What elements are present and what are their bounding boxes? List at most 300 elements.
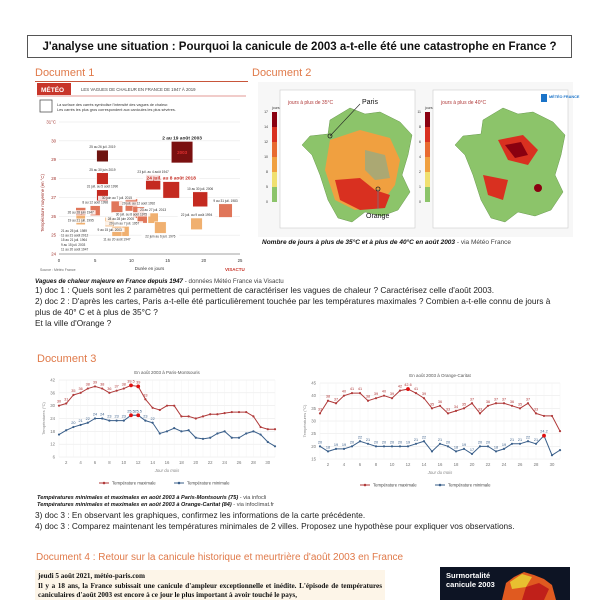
data-point [129,383,133,387]
data-point [188,415,190,417]
data-point [375,397,377,399]
data-point [431,407,433,409]
data-label: 39 [373,392,379,397]
data-point [535,443,537,445]
question-2: 2) doc 2 : D'après les cartes, Paris a-t-elle été particulièrement touchée par les températures maximales ? Combien a-t-elle connu de jours à plus de 40° C et à plus de 35°C ? [35,296,551,317]
data-point [559,449,561,451]
data-label: 41 [413,387,419,392]
heatwave-label: 2 au 19 août 2003 [162,136,202,142]
y-tick-label: 29 [51,157,56,163]
chart-title: En août 2003 à Orange-Caritat [409,373,471,378]
data-label: 25.5 [134,409,142,414]
data-label: 33 [143,393,148,398]
data-label: 39 [421,392,427,397]
data-point [180,430,182,432]
data-point [152,407,154,409]
data-point [180,415,182,417]
data-point [559,430,561,432]
legend-tick: 0 [266,200,268,204]
legend-tick: 5 [266,185,268,189]
data-label: 19 [341,442,347,447]
x-tick-label: 0 [57,258,61,263]
data-label: 21 [533,437,539,442]
question-2-orange: Et la ville d'Orange ? [35,318,112,328]
doc2-maps-panel [258,82,580,237]
data-label: 20 [373,440,379,445]
data-label: 38 [100,382,105,387]
x-tick-label: 6 [93,460,97,465]
x-tick-label: 24 [222,460,227,465]
data-point [503,402,505,404]
data-point [471,402,473,404]
heatwave-square [191,218,203,230]
data-point [260,426,262,428]
legend-swatch [272,157,277,172]
data-point [511,405,513,407]
heatwave-small-label: 21 au 25 juil. 1989 [61,229,88,233]
data-label: 18 [453,445,459,450]
data-point [375,445,377,447]
data-point [123,420,125,422]
data-point [94,417,96,419]
meteo-france-logo-mark [541,94,547,102]
legend-tick: 2 [419,170,421,174]
heatwave-label: 11 au 20 août 1947 [103,237,131,242]
data-label: 39 [92,380,98,385]
x-tick-label: 26 [517,462,523,467]
data-label: 35 [461,402,467,407]
data-label: 33 [533,407,539,412]
data-label: 20 [349,440,355,445]
x-tick-label: 20 [201,258,207,263]
doc3-caption-paris-title: Températures minimales et maximales en août 2003 à Paris-Montsouris (75) [37,495,239,501]
data-point [224,412,226,414]
heatwave-label: 25 au 26 juil. 2019 [89,145,116,150]
data-point [136,385,140,389]
data-point [439,405,441,407]
data-label: 39 [136,380,141,385]
heatwave-label: 8 au 12 août 1998 [82,200,109,205]
legend-label: Température minimale [448,482,491,488]
doc1-label: Document 1 [35,67,95,79]
x-tick-label: 10 [121,460,127,465]
legend-swatch [272,127,277,142]
heatwave-label: 10 au 30 juil. 2006 [187,186,214,191]
data-label: 22 [357,435,363,440]
doc1-heading: LES VAGUES DE CHALEUR EN FRANCE DE 1947 À 2019 [81,87,196,92]
data-point [343,395,345,397]
data-label: 36 [485,399,491,404]
data-label: 19 [333,442,339,447]
data-point [72,394,74,396]
data-label: 33 [477,407,483,412]
data-point [58,433,60,435]
question-1: 1) doc 1 : Quels sont les 2 paramètres qui permettent de caractériser les vagues de chaleur ? Caractérisez celle d'août 2003. [35,285,495,295]
x-tick-label: 16 [437,462,443,467]
doc3-caption-paris-source: - via infocli [238,495,267,501]
data-label: 36 [107,386,112,391]
data-point [391,397,393,399]
y-tick-label: 24 [51,251,56,257]
x-tick-label: 2 [65,460,68,465]
legend-swatch [425,187,430,202]
x-tick-label: 24 [501,462,507,467]
y-tick-label: 30 [51,138,56,144]
legend-marker [178,482,181,485]
legend-line-2: Les carrés les plus gros correspondent aux canicules les plus sévères. [57,108,176,112]
data-label: 30 [56,399,62,404]
paris-temperature-chart [37,367,289,495]
data-point [543,415,545,417]
x-tick-label: 30 [265,460,271,465]
doc3-caption-paris [37,495,266,501]
data-label: 42 [397,384,403,389]
x-tick-label: 18 [453,462,459,467]
legend-label: Température maximale [112,480,156,486]
x-tick-label: 5 [94,258,97,263]
y-tick-label: 12 [50,441,55,447]
data-point [65,402,67,404]
data-point [152,422,154,424]
data-point [351,392,353,394]
legend-swatch [425,127,430,142]
data-point [335,402,337,404]
data-point [65,429,67,431]
x-tick-label: 14 [150,460,155,465]
orange-temperature-chart [298,369,573,495]
x-tick-label: 8 [108,460,111,465]
data-point [252,415,254,417]
data-label: 23 [107,414,112,419]
data-point [274,445,276,447]
legend-swatch [425,172,430,187]
data-point [487,405,489,407]
doc4-paragraph: Il y a 18 ans, la France subissait une canicule d'ampleur exceptionnelle et inédite. L'épisode de températures caniculaires d'août 2003 est encore à ce jour le plus important à avoir touché le pays, [38,581,382,599]
data-label: 20 [381,440,387,445]
x-tick-label: 10 [389,462,395,467]
doc4-article [35,570,385,600]
data-point [80,424,82,426]
x-tick-label: 20 [193,460,199,465]
y-tick-label: 45 [311,380,316,386]
data-label: 40 [381,389,387,394]
data-point [551,415,553,417]
heatwave-label: 9 au 31 juil. 1983 [213,198,238,203]
data-point [367,400,369,402]
heatwave-label: 23 au 27 juil. 2013 [140,208,167,213]
data-label: 37 [333,397,339,402]
data-point [431,450,433,452]
data-label: 21 [78,418,83,423]
data-point [519,443,521,445]
paris-label: Paris [362,99,378,106]
data-point [351,445,353,447]
heatwave-labels [61,135,240,252]
doc3-paris-panel [37,367,289,495]
data-label: 42.6 [404,383,412,388]
legend-square [40,100,52,112]
data-label: 33 [317,407,323,412]
data-point [238,437,240,439]
doc1-caption-source: - données Météo France via Visactu [183,278,284,285]
map-title: jours à plus de 40°C [441,100,487,106]
data-point [231,437,233,439]
heatwave-small-label: 15 au 21 juil. 1964 [61,238,88,243]
x-axis-label: Jour du mois [427,470,453,475]
heatwave-label: 23 juil. au 4 août 1947 [137,169,169,174]
legend-swatch [425,112,430,127]
x-tick-label: 4 [342,462,346,467]
x-tick-label: 12 [135,460,141,465]
x-tick-label: 10 [129,258,134,263]
question-4: 4) doc 3 : Comparez maintenant les températures minimales de 2 villes. Proposez une hypothèse pour expliquer vos observations. [35,521,515,531]
data-point [542,434,546,438]
x-tick-label: 25 [237,258,243,263]
y-tick-label: 26 [51,213,56,219]
x-tick-label: 20 [469,462,475,467]
data-point [519,407,521,409]
data-point [108,392,110,394]
legend-marker [364,484,367,487]
doc1-heatwave-chart [35,82,248,275]
data-point [367,443,369,445]
y-tick-label: 27 [51,194,56,200]
data-label: 24.2 [540,429,548,434]
heatwave-label: 31 juil. au 5 août 1990 [86,184,119,189]
data-label: 41 [349,387,355,392]
data-label: 19 [501,442,507,447]
data-point [463,448,465,450]
heatwave-label: 22 juil. au 9 août 1994 [180,213,213,218]
meteo-france-logo: MÉTÉO FRANCE [549,95,580,99]
y-axis-label: Températures (°C) [41,402,46,435]
doc2-caption [262,239,511,246]
data-point [551,454,553,456]
data-label: 23 [121,414,126,419]
data-label: 40 [341,389,347,394]
data-point [129,413,133,417]
data-label: 38 [121,382,126,387]
x-tick-label: 4 [79,460,82,465]
y-tick-label: 31°C [46,119,56,125]
data-point [423,397,425,399]
legend-marker [439,484,442,487]
chart-title: En août 2003 à Paris-Montsouris [134,370,200,375]
legend-swatch [272,112,277,127]
data-point [383,395,385,397]
heatwave-label: 9 au 15 juil. 2003 [97,227,122,232]
x-tick-label: 30 [549,462,555,467]
data-point [495,450,497,452]
data-point [439,443,441,445]
data-point [260,433,262,435]
data-point [94,385,96,387]
legend-swatch [272,187,277,202]
data-label: 23 [143,414,148,419]
meteo-banner-text: MÉTÉO [41,87,65,94]
heatwave-square [163,182,180,199]
y-tick-label: 40 [311,393,316,399]
x-tick-label: 6 [358,462,362,467]
data-point [407,445,409,447]
data-label: 21 [365,437,371,442]
data-label: 20 [71,421,76,426]
y-tick-label: 6 [52,454,55,460]
data-point [166,405,168,407]
data-label: 39 [389,392,395,397]
data-point [136,413,140,417]
data-label: 24 [100,412,105,417]
data-label: 18 [493,445,499,450]
data-point [173,405,175,407]
y-axis-label: Températures (°C) [302,404,307,438]
y-axis-label: Température moyenne (en °C) [40,174,45,232]
data-point [202,438,204,440]
doc1-caption-title: Vagues de chaleur majeure en France depuis 1947 [35,278,183,285]
y-tick-label: 42 [50,377,55,383]
legend-label: Température minimale [187,480,230,486]
data-point [495,402,497,404]
data-label: 36 [437,399,443,404]
legend-marker [103,482,106,485]
data-label: 33 [445,407,451,412]
heatwave-small-label: 11 au 21 août 2012 [61,233,89,238]
data-point [267,441,269,443]
y-tick-label: 24 [50,416,55,421]
legend-tick: 6 [419,140,421,144]
data-label: 19 [405,440,411,445]
data-label: 22 [85,416,90,421]
data-label: 18 [325,445,331,450]
data-point [447,445,449,447]
data-point [188,429,190,431]
x-tick-label: 22 [485,462,491,467]
y-tick-label: 30 [311,418,316,424]
data-point [327,400,329,402]
heatwave-label: 25 au 30 juin 2019 [89,167,116,172]
legend-tick: 17 [264,110,268,114]
data-label: 37 [114,384,119,389]
data-point [359,440,361,442]
heatwave-label: 30 juil. au 8 août 1975 [115,212,148,217]
data-point [399,445,401,447]
data-point [455,450,457,452]
data-point [487,445,489,447]
data-label: 38 [325,394,331,399]
x-tick-label: 16 [164,460,170,465]
doc4-map-title: Surmortalité canicule 2003 [446,571,495,589]
data-label: 21 [517,437,523,442]
data-point [195,437,197,439]
y-tick-label: 20 [311,443,316,449]
doc1-chart-panel [35,82,248,275]
data-point [116,390,118,392]
data-point [479,445,481,447]
data-label: 41 [357,387,363,392]
legend-tick: 4 [419,155,421,159]
doc2-maps [258,82,580,237]
data-label: 22 [421,435,427,440]
data-label: 20 [485,440,491,445]
doc3-caption-orange [37,502,274,508]
heatwave-square [219,204,233,218]
data-point [383,445,385,447]
data-label: 38 [85,382,90,387]
x-tick-label: 2 [326,462,330,467]
x-tick-label: 22 [207,460,213,465]
data-point [319,445,321,447]
data-point [511,443,513,445]
data-point [116,420,118,422]
data-point [479,412,481,414]
data-point [173,427,175,429]
x-tick-label: 18 [179,460,184,465]
data-label: 35 [517,402,523,407]
x-tick-label: 28 [533,462,539,467]
y-tick-label: 36 [50,390,55,396]
data-label: 37 [469,397,475,402]
data-label: 37 [525,397,531,402]
legend-line-1: La surface des carrés symbolise l'intensité des vagues de chaleur. [57,103,169,107]
data-point [471,453,473,455]
data-point [216,413,218,415]
data-point [245,411,247,413]
page-title: J'analyse une situation : Pourquoi la canicule de 2003 a-t-elle été une catastrophe en France ? [27,35,572,58]
data-point [58,405,60,407]
data-label: 19 [461,442,467,447]
data-point [123,387,125,389]
legend-tick: 12 [264,140,268,144]
data-label: 35 [71,388,76,393]
data-point [423,440,425,442]
heatwave-square [97,150,109,162]
doc3-orange-panel [298,369,573,495]
x-tick-label: 26 [236,460,242,465]
legend-tick: 8 [419,125,421,129]
data-label: 22 [150,416,155,421]
heatwave-label: 26 au 28 juin 1947 [67,210,94,215]
heatwave-label: 19 au 21 juil. 1995 [67,218,94,223]
data-point [503,448,505,450]
doc2-label: Document 2 [252,67,312,79]
data-point [415,443,417,445]
legend-label: Température maximale [373,482,417,488]
data-point [527,440,529,442]
data-point [209,437,211,439]
y-tick-label: 25 [51,232,56,238]
doc3-label: Document 3 [37,353,97,365]
x-axis-label: Durée en jours [134,266,165,271]
data-point [535,412,537,414]
data-point [202,415,204,417]
data-label: 37 [501,397,507,402]
data-point [101,417,103,419]
orange-label: Orange [366,213,390,220]
data-point [274,428,276,430]
heatwave-square [155,222,167,234]
heat-spot [534,184,542,192]
data-label: 20 [389,440,395,445]
doc2-caption-title: Nombre de jours à plus de 35°C et à plus de 40°C en août 2003 [262,239,456,246]
visactu-logo: VISACTU [225,267,245,272]
data-point [463,407,465,409]
data-label: 36 [509,399,515,404]
data-label: 36 [78,386,83,391]
x-tick-label: 14 [421,462,427,467]
data-point [319,412,321,414]
x-tick-label: 12 [405,462,411,467]
data-label: 20 [477,440,483,445]
